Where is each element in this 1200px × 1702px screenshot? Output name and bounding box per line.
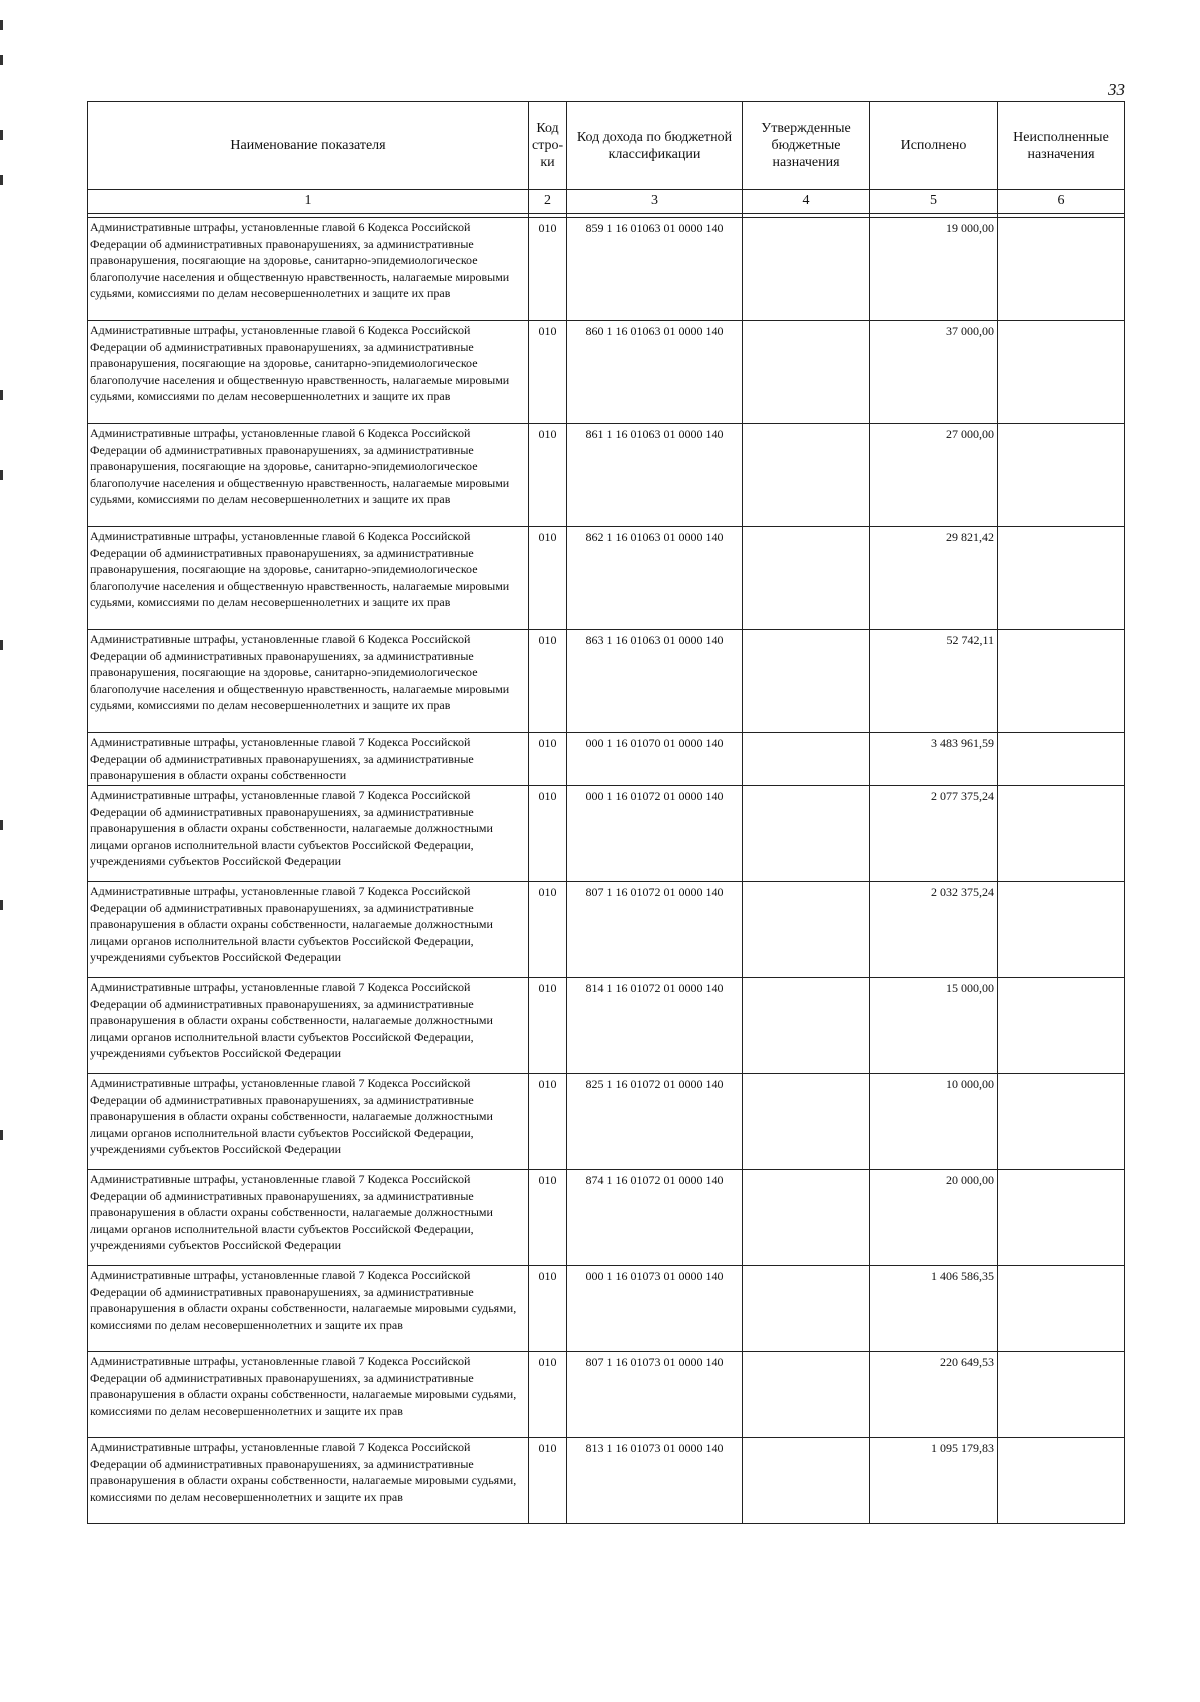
unexecuted-cell: [998, 630, 1125, 733]
indicator-name: Административные штрафы, установленные главой 7 Кодекса Российской Федерации об административных правонарушениях, за административные правонарушения в области охраны собственности: [88, 733, 529, 786]
table-row: [88, 218, 1125, 321]
indicator-name: Административные штрафы, установленные главой 6 Кодекса Российской Федерации об административных правонарушениях, за административные правонарушения, посягающие на здоровье, санитарно-эпидемиологическое благополучие населения и общественную нравственность, налагаемые мировыми судьями, комиссиями по делам несовершеннолетних и защите их прав: [88, 527, 529, 630]
table-row: [88, 1074, 1125, 1170]
line-code-cell: 010: [529, 882, 567, 978]
header-income-code: Код дохода по бюджетной классификации: [567, 102, 743, 190]
unexecuted-cell: [998, 882, 1125, 978]
income-code-cell: 807 1 16 01073 01 0000 140: [567, 1352, 743, 1438]
income-code-cell: 000 1 16 01070 01 0000 140: [567, 733, 743, 786]
approved-cell: [743, 527, 870, 630]
unexecuted-cell: [998, 321, 1125, 424]
line-code-cell: 010: [529, 786, 567, 882]
column-number: 1: [88, 190, 529, 214]
indicator-name: Административные штрафы, установленные главой 7 Кодекса Российской Федерации об административных правонарушениях, за административные правонарушения в области охраны собственности, налагаемые мировыми судьями, комиссиями по делам несовершеннолетних и защите их прав: [88, 1352, 529, 1438]
unexecuted-cell: [998, 978, 1125, 1074]
indicator-name: Административные штрафы, установленные главой 7 Кодекса Российской Федерации об административных правонарушениях, за административные правонарушения в области охраны собственности, налагаемые должностными лицами органов исполнительной власти субъектов Российской Федерации, учреждениями субъектов Российской Федерации: [88, 882, 529, 978]
line-code-cell: 010: [529, 1074, 567, 1170]
line-code-cell: 010: [529, 1266, 567, 1352]
table-row: [88, 424, 1125, 527]
column-numbers-row: [88, 190, 1125, 214]
executed-cell: 10 000,00: [870, 1074, 998, 1170]
executed-cell: 1 406 586,35: [870, 1266, 998, 1352]
table-row: [88, 1438, 1125, 1524]
indicator-name: Административные штрафы, установленные главой 7 Кодекса Российской Федерации об административных правонарушениях, за административные правонарушения в области охраны собственности, налагаемые мировыми судьями, комиссиями по делам несовершеннолетних и защите их прав: [88, 1266, 529, 1352]
unexecuted-cell: [998, 527, 1125, 630]
income-code-cell: 825 1 16 01072 01 0000 140: [567, 1074, 743, 1170]
executed-cell: 27 000,00: [870, 424, 998, 527]
executed-cell: 15 000,00: [870, 978, 998, 1074]
executed-cell: 19 000,00: [870, 218, 998, 321]
income-code-cell: 862 1 16 01063 01 0000 140: [567, 527, 743, 630]
table-row: [88, 1266, 1125, 1352]
approved-cell: [743, 978, 870, 1074]
indicator-name: Административные штрафы, установленные главой 6 Кодекса Российской Федерации об административных правонарушениях, за административные правонарушения, посягающие на здоровье, санитарно-эпидемиологическое благополучие населения и общественную нравственность, налагаемые мировыми судьями, комиссиями по делам несовершеннолетних и защите их прав: [88, 321, 529, 424]
header-executed: Исполнено: [870, 102, 998, 190]
unexecuted-cell: [998, 786, 1125, 882]
approved-cell: [743, 1352, 870, 1438]
table-row: [88, 882, 1125, 978]
table-row: [88, 1352, 1125, 1438]
unexecuted-cell: [998, 733, 1125, 786]
income-code-cell: 859 1 16 01063 01 0000 140: [567, 218, 743, 321]
executed-cell: 220 649,53: [870, 1352, 998, 1438]
table-row: [88, 1170, 1125, 1266]
column-number: 6: [998, 190, 1125, 214]
approved-cell: [743, 786, 870, 882]
unexecuted-cell: [998, 1074, 1125, 1170]
approved-cell: [743, 882, 870, 978]
approved-cell: [743, 1438, 870, 1524]
executed-cell: 29 821,42: [870, 527, 998, 630]
line-code-cell: 010: [529, 321, 567, 424]
line-code-cell: 010: [529, 527, 567, 630]
indicator-name: Административные штрафы, установленные главой 7 Кодекса Российской Федерации об административных правонарушениях, за административные правонарушения в области охраны собственности, налагаемые должностными лицами органов исполнительной власти субъектов Российской Федерации, учреждениями субъектов Российской Федерации: [88, 786, 529, 882]
income-code-cell: 814 1 16 01072 01 0000 140: [567, 978, 743, 1074]
approved-cell: [743, 733, 870, 786]
executed-cell: 1 095 179,83: [870, 1438, 998, 1524]
indicator-name: Административные штрафы, установленные главой 6 Кодекса Российской Федерации об административных правонарушениях, за административные правонарушения, посягающие на здоровье, санитарно-эпидемиологическое благополучие населения и общественную нравственность, налагаемые мировыми судьями, комиссиями по делам несовершеннолетних и защите их прав: [88, 218, 529, 321]
approved-cell: [743, 424, 870, 527]
approved-cell: [743, 630, 870, 733]
table-body: [88, 214, 1125, 1524]
indicator-name: Административные штрафы, установленные главой 7 Кодекса Российской Федерации об административных правонарушениях, за административные правонарушения в области охраны собственности, налагаемые должностными лицами органов исполнительной власти субъектов Российской Федерации, учреждениями субъектов Российской Федерации: [88, 1170, 529, 1266]
table-row: [88, 630, 1125, 733]
column-number: 2: [529, 190, 567, 214]
table-row: [88, 978, 1125, 1074]
line-code-cell: 010: [529, 1170, 567, 1266]
column-number: 4: [743, 190, 870, 214]
table-row: [88, 733, 1125, 786]
unexecuted-cell: [998, 1438, 1125, 1524]
approved-cell: [743, 1170, 870, 1266]
indicator-name: Административные штрафы, установленные главой 7 Кодекса Российской Федерации об административных правонарушениях, за административные правонарушения в области охраны собственности, налагаемые должностными лицами органов исполнительной власти субъектов Российской Федерации, учреждениями субъектов Российской Федерации: [88, 1074, 529, 1170]
executed-cell: 20 000,00: [870, 1170, 998, 1266]
line-code-cell: 010: [529, 978, 567, 1074]
line-code-cell: 010: [529, 733, 567, 786]
header-name: Наименование показателя: [88, 102, 529, 190]
executed-cell: 37 000,00: [870, 321, 998, 424]
income-code-cell: 807 1 16 01072 01 0000 140: [567, 882, 743, 978]
line-code-cell: 010: [529, 424, 567, 527]
unexecuted-cell: [998, 1266, 1125, 1352]
indicator-name: Административные штрафы, установленные главой 7 Кодекса Российской Федерации об административных правонарушениях, за административные правонарушения в области охраны собственности, налагаемые мировыми судьями, комиссиями по делам несовершеннолетних и защите их прав: [88, 1438, 529, 1524]
header-unexecuted: Неисполненные назначения: [998, 102, 1125, 190]
header-line-code: Код стро-ки: [529, 102, 567, 190]
line-code-cell: 010: [529, 1352, 567, 1438]
table-header-row: [88, 102, 1125, 190]
table-row: [88, 321, 1125, 424]
column-number: 5: [870, 190, 998, 214]
line-code-cell: 010: [529, 218, 567, 321]
income-code-cell: 860 1 16 01063 01 0000 140: [567, 321, 743, 424]
table-row: [88, 527, 1125, 630]
line-code-cell: 010: [529, 1438, 567, 1524]
income-code-cell: 000 1 16 01073 01 0000 140: [567, 1266, 743, 1352]
indicator-name: Административные штрафы, установленные главой 6 Кодекса Российской Федерации об административных правонарушениях, за административные правонарушения, посягающие на здоровье, санитарно-эпидемиологическое благополучие населения и общественную нравственность, налагаемые мировыми судьями, комиссиями по делам несовершеннолетних и защите их прав: [88, 424, 529, 527]
line-code-cell: 010: [529, 630, 567, 733]
indicator-name: Административные штрафы, установленные главой 7 Кодекса Российской Федерации об административных правонарушениях, за административные правонарушения в области охраны собственности, налагаемые должностными лицами органов исполнительной власти субъектов Российской Федерации, учреждениями субъектов Российской Федерации: [88, 978, 529, 1074]
approved-cell: [743, 1074, 870, 1170]
executed-cell: 2 077 375,24: [870, 786, 998, 882]
executed-cell: 2 032 375,24: [870, 882, 998, 978]
header-approved: Утвержденные бюджетные назначения: [743, 102, 870, 190]
income-code-cell: 874 1 16 01072 01 0000 140: [567, 1170, 743, 1266]
income-code-cell: 000 1 16 01072 01 0000 140: [567, 786, 743, 882]
unexecuted-cell: [998, 218, 1125, 321]
indicator-name: Административные штрафы, установленные главой 6 Кодекса Российской Федерации об административных правонарушениях, за административные правонарушения, посягающие на здоровье, санитарно-эпидемиологическое благополучие населения и общественную нравственность, налагаемые мировыми судьями, комиссиями по делам несовершеннолетних и защите их прав: [88, 630, 529, 733]
income-report-table: [87, 101, 1125, 1524]
executed-cell: 3 483 961,59: [870, 733, 998, 786]
page-number: 33: [1108, 80, 1125, 99]
executed-cell: 52 742,11: [870, 630, 998, 733]
income-code-cell: 863 1 16 01063 01 0000 140: [567, 630, 743, 733]
approved-cell: [743, 1266, 870, 1352]
column-number: 3: [567, 190, 743, 214]
scan-margin-marks: [0, 0, 6, 1702]
unexecuted-cell: [998, 424, 1125, 527]
income-code-cell: 813 1 16 01073 01 0000 140: [567, 1438, 743, 1524]
table-row: [88, 786, 1125, 882]
unexecuted-cell: [998, 1170, 1125, 1266]
approved-cell: [743, 321, 870, 424]
unexecuted-cell: [998, 1352, 1125, 1438]
income-code-cell: 861 1 16 01063 01 0000 140: [567, 424, 743, 527]
approved-cell: [743, 218, 870, 321]
